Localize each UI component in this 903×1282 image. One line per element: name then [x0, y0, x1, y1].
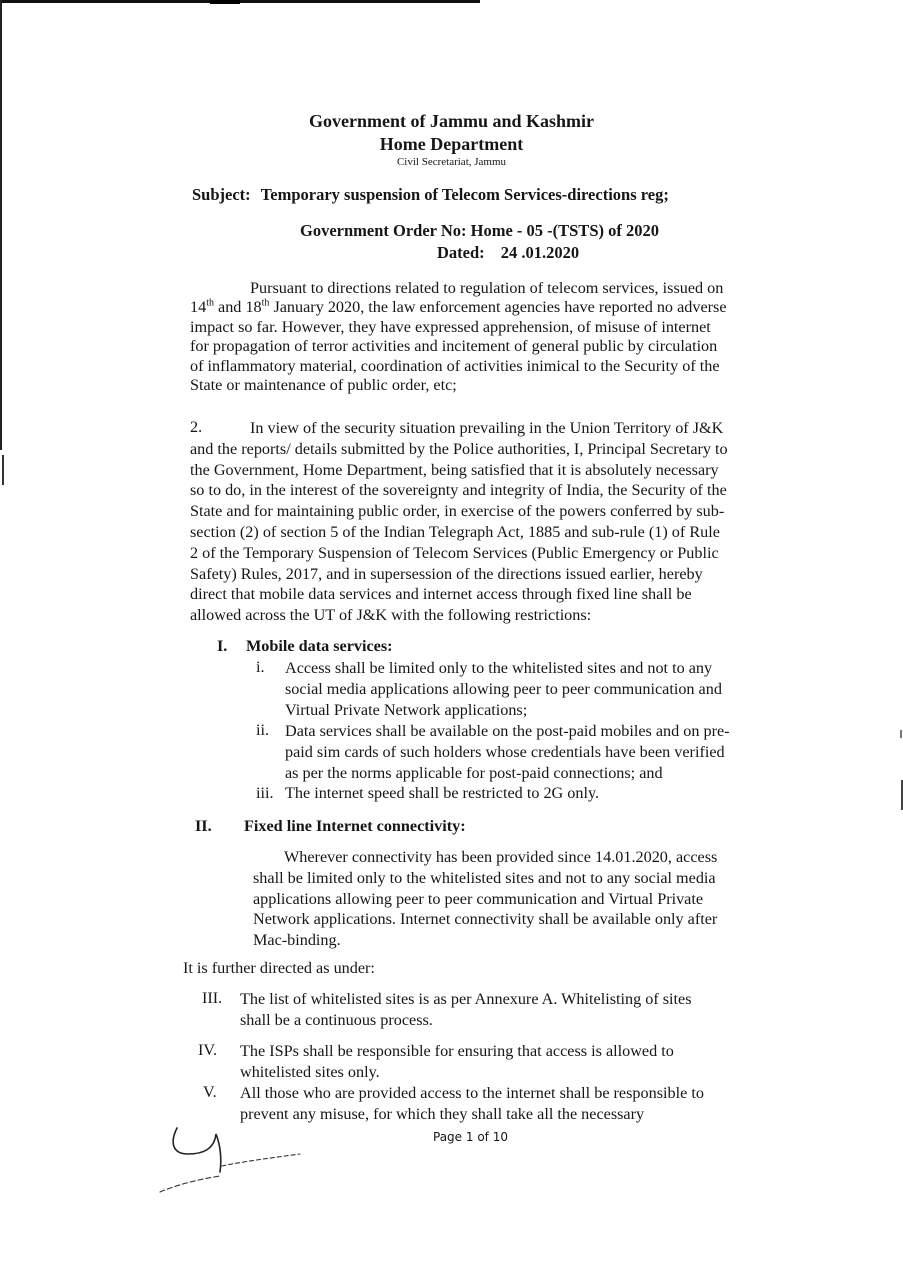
para2-line: 2 of the Temporary Suspension of Telecom Services (Public Emergency or Public [190, 543, 719, 562]
section-2-numeral: II. [195, 817, 212, 835]
para2-line: the Government, Home Department, being satisfied that it is absolutely necessary [190, 460, 719, 479]
para2-number: 2. [190, 418, 203, 436]
item-i-text [285, 658, 722, 720]
order-date [437, 243, 579, 263]
subject-text: Temporary suspension of Telecom Services-directions reg; [260, 185, 669, 204]
para1-line: State or maintenance of public order, etc; [190, 375, 457, 394]
order-date-label: Dated: [437, 243, 485, 262]
page-number: Page 1 of 10 [433, 1130, 508, 1144]
section-3-line: The list of whitelisted sites is as per Annexure A. Whitelisting of sites [240, 990, 692, 1008]
section-3-numeral: III. [202, 989, 223, 1007]
para1-line: Pursuant to directions related to regulation of telecom services, issued on [250, 279, 724, 297]
item-iii-line: The internet speed shall be restricted to 2G only. [285, 784, 600, 802]
para1-line: impact so far. However, they have expressed apprehension, of misuse of internet [190, 317, 711, 336]
header-org: Government of Jammu and Kashmir [309, 111, 594, 131]
scan-edge-right-mark [900, 730, 902, 738]
section-2-title: Fixed line Internet connectivity: [244, 817, 466, 835]
para2-line: direct that mobile data services and internet access through fixed line shall be [190, 585, 692, 604]
item-i-line: social media applications allowing peer to peer communication and [285, 679, 722, 698]
superscript-th: th [261, 298, 270, 309]
item-ii-line: as per the norms applicable for post-paid connections; and [285, 763, 663, 782]
para1-line [190, 298, 787, 317]
item-iii-numeral: iii. [256, 784, 274, 802]
section-1-numeral: I. [217, 637, 228, 655]
para2-line: and the reports/ details submitted by the Police authorities, I, Principal Secretary to [190, 439, 728, 458]
para1-date-2: 18 [245, 298, 262, 317]
item-ii-text [285, 721, 730, 783]
section-4-numeral: IV. [198, 1041, 218, 1059]
para1-line: for propagation of terror activities and incitement of general public by circulation [190, 337, 718, 356]
para2-line: State and for maintaining public order, in exercise of the powers conferred by sub- [190, 502, 725, 521]
section-4-line: whitelisted sites only. [240, 1062, 380, 1081]
section-5-line: All those who are provided access to the internet shall be responsible to [240, 1084, 704, 1102]
signature-scribble [150, 1120, 320, 1210]
section-4-text [240, 1041, 674, 1083]
section-4-line: The ISPs shall be responsible for ensuring that access is allowed to [240, 1042, 674, 1060]
order-number: Government Order No: Home - 05 -(TSTS) of 2020 [300, 221, 659, 240]
superscript-th: th [206, 298, 214, 309]
section-3-text [240, 989, 692, 1031]
header-office: Civil Secretariat, Jammu [396, 156, 507, 168]
para2-line: allowed across the UT of J&K with the following restrictions: [190, 606, 592, 625]
para1-line: of inflammatory material, coordination of activities inimical to the Security of the [190, 356, 720, 375]
para2-line: so to do, in the interest of the sovereignty and integrity of India, the Security of the [190, 481, 727, 500]
item-i-line: Virtual Private Network applications; [285, 700, 528, 719]
section-2-line: shall be limited only to the whitelisted sites and not to any social media [253, 868, 716, 887]
scan-edge-left-mark [2, 455, 4, 485]
section-2-line: Network applications. Internet connectivity shall be available only after [253, 910, 718, 929]
section-5-line: prevent any misuse, for which they shall take all the necessary [240, 1104, 645, 1123]
further-directed: It is further directed as under: [183, 959, 375, 977]
para1-and: and [213, 298, 246, 317]
section-2-line: applications allowing peer to peer communication and Virtual Private [253, 889, 704, 908]
section-3-line: shall be a continuous process. [240, 1010, 433, 1029]
subject-label: Subject: [192, 185, 251, 204]
scan-edge-top-mark [210, 0, 240, 4]
subject-line [192, 185, 669, 205]
item-ii-line: paid sim cards of such holders whose credentials have been verified [285, 742, 725, 761]
section-5-numeral: V. [203, 1083, 217, 1101]
item-i-numeral: i. [256, 658, 265, 676]
section-1-title: Mobile data services: [246, 637, 393, 655]
item-ii-numeral: ii. [256, 721, 270, 739]
section-2-text [253, 847, 717, 951]
paragraph-2 [190, 418, 787, 626]
section-2-line: Mac-binding. [253, 931, 341, 950]
scan-edge-top [0, 0, 480, 3]
para2-line: In view of the security situation prevailing in the Union Territory of J&K [250, 419, 724, 437]
paragraph-1 [190, 279, 787, 395]
para2-line: section (2) of section 5 of the Indian Telegraph Act, 1885 and sub-rule (1) of Rule [190, 522, 720, 541]
para2-line: Safety) Rules, 2017, and in supersession of the directions issued earlier, hereby [190, 564, 703, 583]
para1-date-1: 14 [190, 298, 207, 317]
section-5-text [240, 1083, 704, 1125]
para1-rest: January 2020, the law enforcement agencies have reported no adverse [269, 298, 727, 317]
header-dept: Home Department [379, 134, 524, 154]
section-2-line: Wherever connectivity has been provided since 14.01.2020, access [284, 848, 718, 866]
item-ii-line: Data services shall be available on the post-paid mobiles and on pre- [285, 722, 730, 740]
item-i-line: Access shall be limited only to the whitelisted sites and not to any [285, 659, 713, 677]
scan-edge-left [0, 0, 2, 450]
order-date-value: 24 .01.2020 [500, 243, 580, 262]
